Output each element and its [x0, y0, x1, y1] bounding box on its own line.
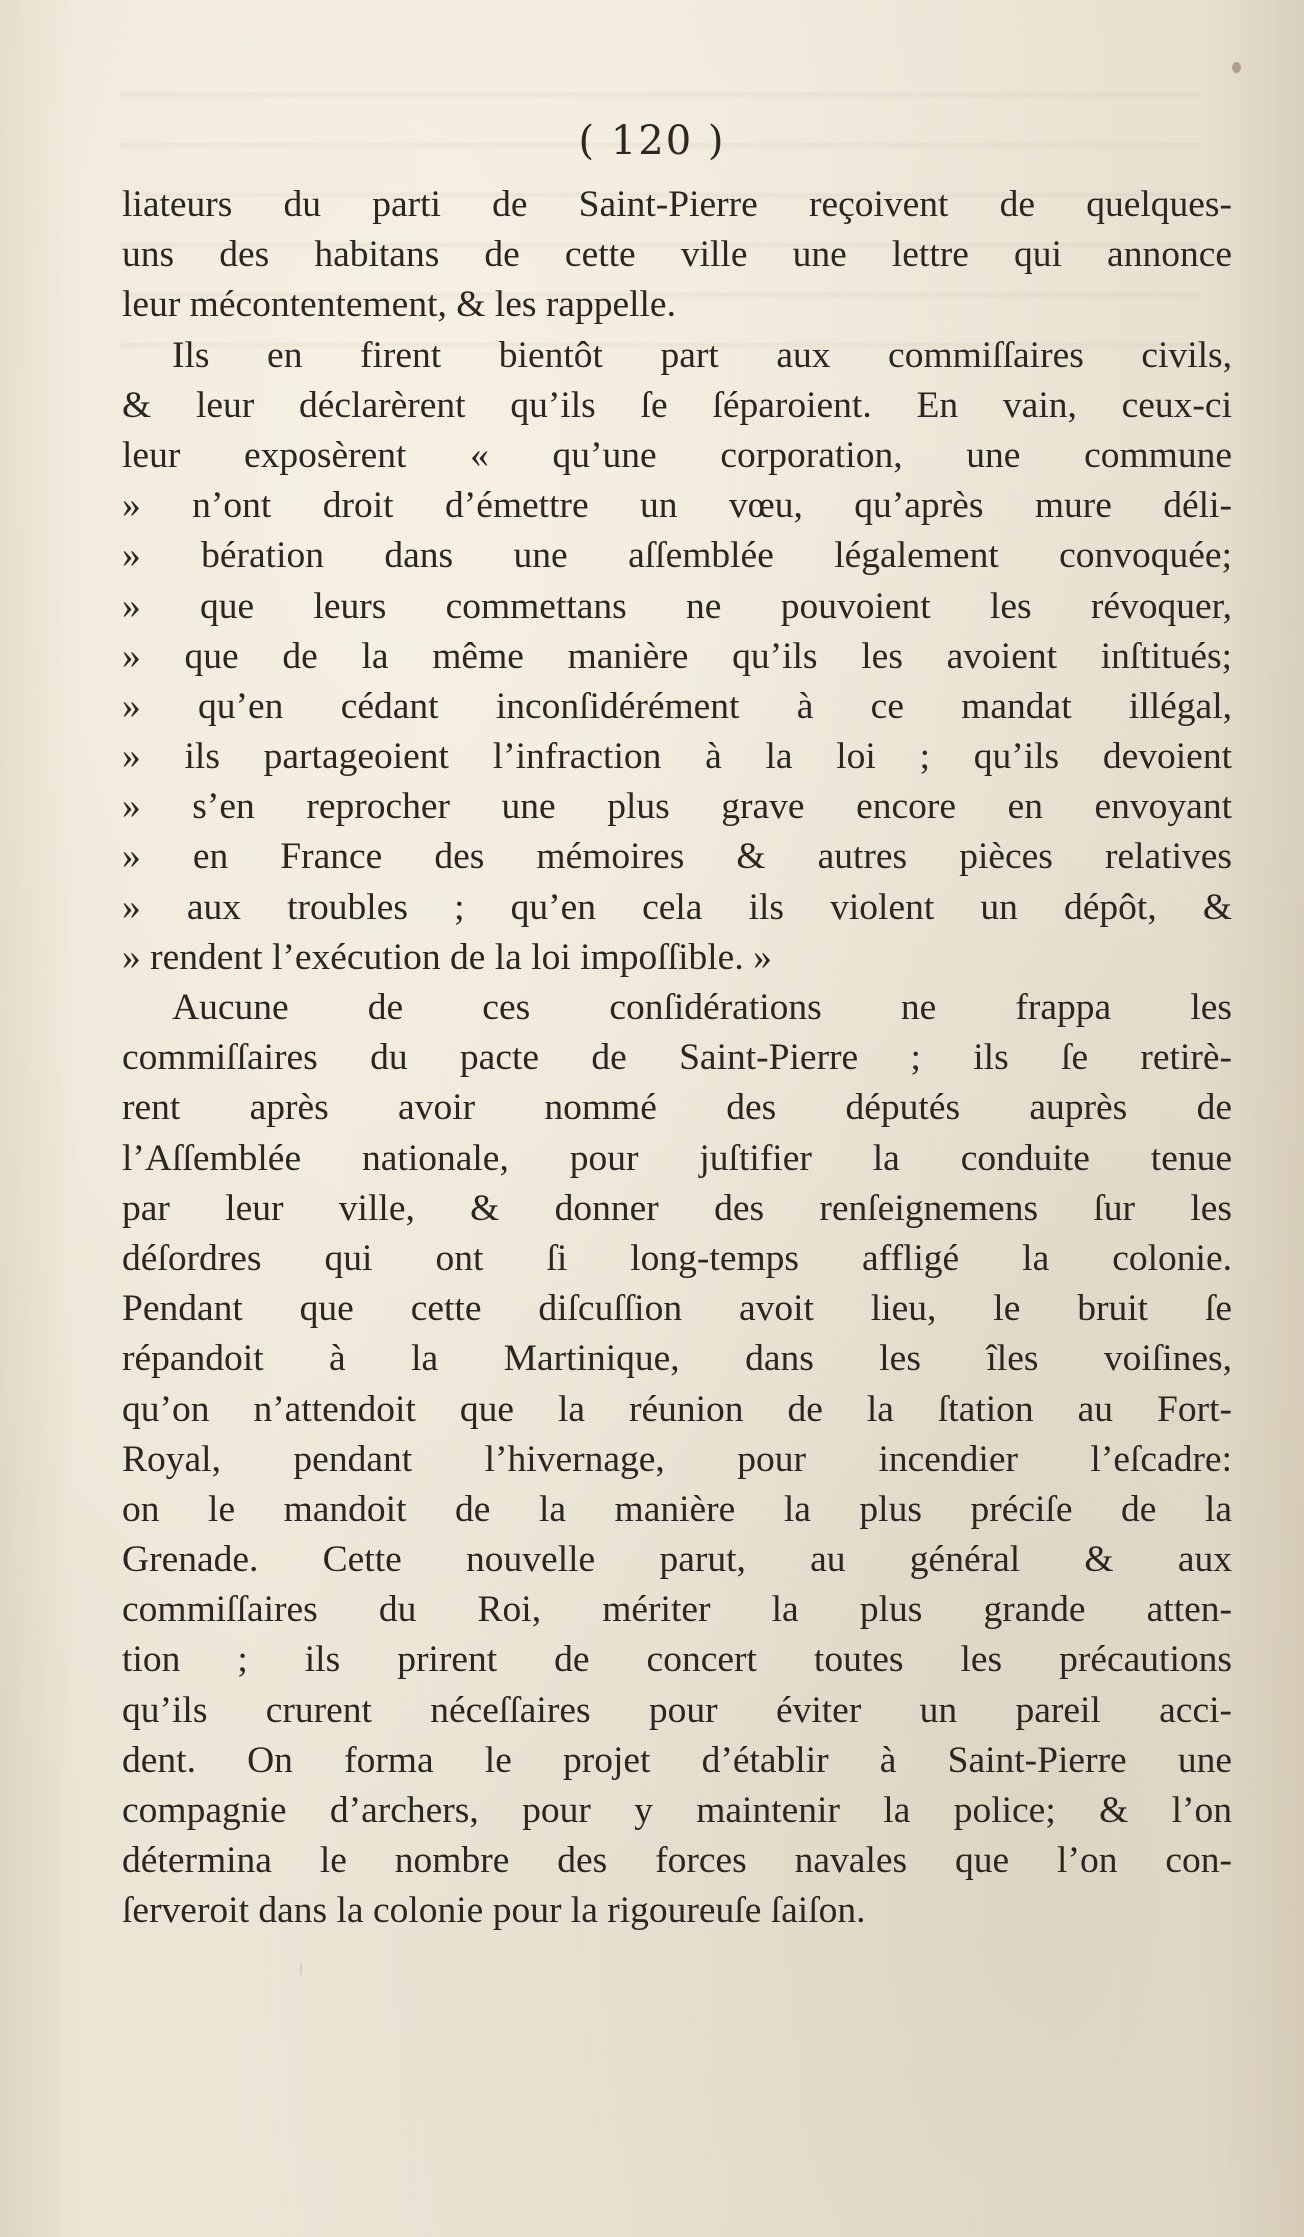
text-line: tion ; ils prirent de concert toutes les précautions — [122, 1639, 1232, 1681]
text-line: l’Aſſemblée nationale, pour juſtifier la conduite tenue — [122, 1137, 1232, 1179]
text-line: leur mécontentement, & les rappelle. — [122, 284, 676, 326]
text-line: & leur déclarèrent qu’ils ſe ſéparoient. En vain, ceux-ci — [122, 384, 1232, 426]
text-line: » aux troubles ; qu’en cela ils violent un dépôt, & — [122, 886, 1232, 928]
text-line: Aucune de ces conſidérations ne frappa les — [172, 987, 1232, 1028]
text-line: liateurs du parti de Saint-Pierre reçoivent de quelques- — [122, 184, 1232, 225]
text-line: on le mandoit de la manière la plus préciſe de la — [122, 1488, 1232, 1530]
text-line: » ils partageoient l’infraction à la loi ; qu’ils devoient — [122, 736, 1232, 778]
text-line: » en France des mémoires & autres pièces relatives — [122, 836, 1232, 878]
text-line: » qu’en cédant inconſidérément à ce mandat illégal, — [122, 685, 1232, 727]
text-line: par leur ville, & donner des renſeignemens ſur les — [122, 1187, 1232, 1229]
text-line: » que leurs commettans ne pouvoient les révoquer, — [122, 585, 1232, 627]
text-line: » que de la même manière qu’ils les avoient inſtitués; — [122, 635, 1232, 677]
text-line: » bération dans une aſſemblée légalement convoquée; — [122, 535, 1232, 577]
text-line: qu’ils crurent néceſſaires pour éviter un pareil acci- — [122, 1689, 1232, 1731]
text-line: » rendent l’exécution de la loi impoſſible. » — [122, 936, 772, 978]
text-line: déſordres qui ont ſi long-temps affligé la colonie. — [122, 1237, 1232, 1279]
paper-spot — [300, 1962, 302, 1976]
text-line: Ils en firent bientôt part aux commiſſaires civils, — [172, 334, 1232, 376]
text-line: leur exposèrent « qu’une corporation, une commune — [122, 434, 1232, 476]
text-line: commiſſaires du pacte de Saint-Pierre ; ils ſe retirè- — [122, 1037, 1232, 1079]
text-line: Grenade. Cette nouvelle parut, au général & aux — [122, 1539, 1232, 1581]
page-number: ( 120 ) — [578, 118, 726, 164]
text-line: rent après avoir nommé des députés auprès de — [122, 1087, 1232, 1129]
text-line: détermina le nombre des forces navales que l’on con- — [122, 1840, 1232, 1882]
text-line: commiſſaires du Roi, mériter la plus grande atten- — [122, 1589, 1232, 1631]
text-line: ſerveroit dans la colonie pour la rigoureuſe ſaiſon. — [122, 1890, 866, 1932]
text-line: répandoit à la Martinique, dans les îles voiſines, — [122, 1338, 1232, 1380]
text-line: qu’on n’attendoit que la réunion de la ſtation au Fort- — [122, 1388, 1232, 1430]
body-text — [122, 180, 1232, 1937]
text-line: » s’en reprocher une plus grave encore en envoyant — [122, 786, 1232, 828]
text-line: » n’ont droit d’émettre un vœu, qu’après mure déli- — [122, 485, 1232, 527]
paper-spot — [1232, 62, 1241, 73]
text-line: compagnie d’archers, pour y maintenir la police; & l’on — [122, 1790, 1232, 1831]
text-line: uns des habitans de cette ville une lettre qui annonce — [122, 234, 1232, 276]
text-line: Royal, pendant l’hivernage, pour incendier l’eſcadre: — [122, 1438, 1232, 1480]
text-line: Pendant que cette diſcuſſion avoit lieu, le bruit ſe — [122, 1288, 1232, 1330]
text-line: dent. On forma le projet d’établir à Saint-Pierre une — [122, 1739, 1232, 1781]
